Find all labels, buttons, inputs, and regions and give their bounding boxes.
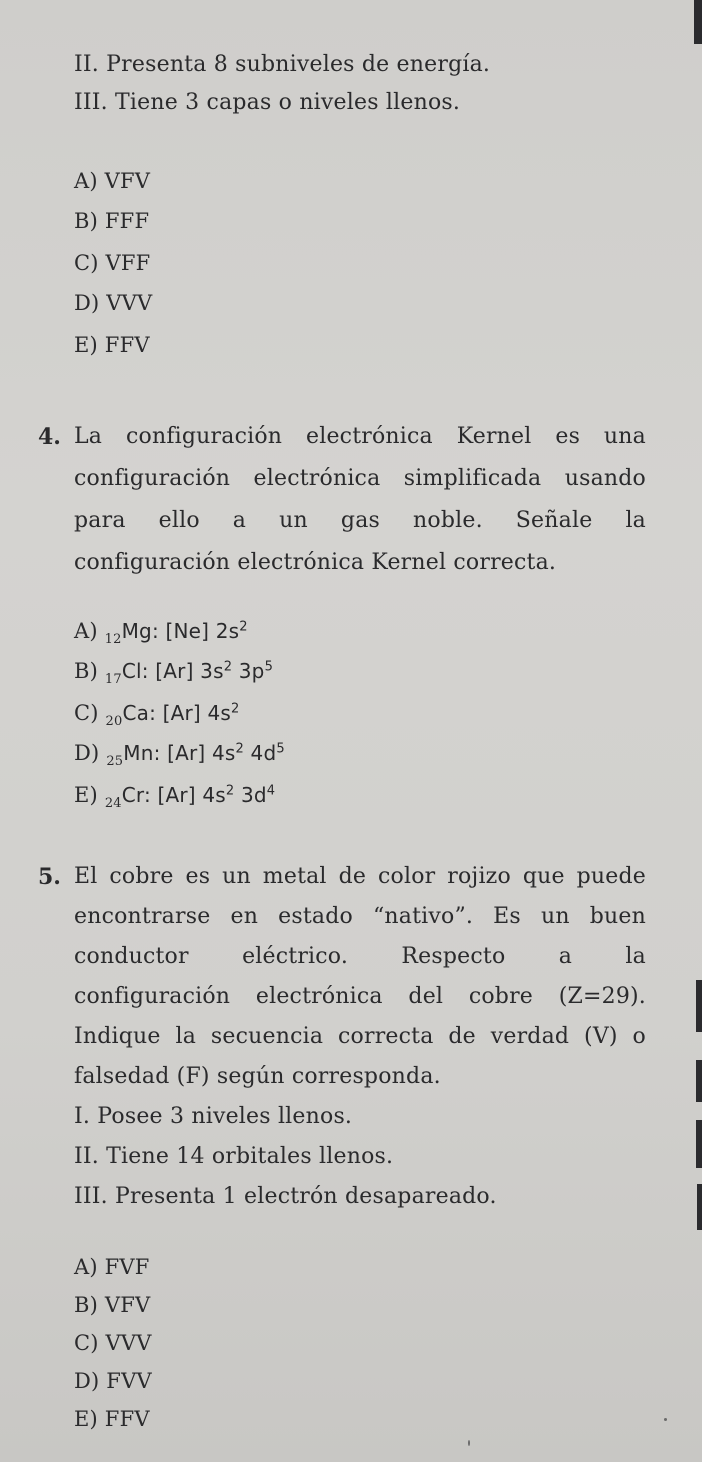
noble-gas-core: [Ar] [162,701,208,725]
valence-config: $3s^2$ $3p^5$ [200,659,274,683]
q3-statement-ii: II. Presenta 8 subniveles de energía. [74,52,491,77]
q4-option-c[interactable] [74,698,240,728]
q5-text-line: El cobre es un metal de color rojizo que puede [74,864,646,889]
page-edge-mark [696,1060,702,1102]
option-letter: C) [74,701,106,725]
element-symbol: Mn: [123,741,168,765]
q5-statement-iii: III. Presenta 1 electrón desapareado. [74,1184,497,1209]
q3-option-c[interactable]: C) VFF [74,251,151,275]
element-symbol: Cl: [121,659,156,683]
page-edge-mark [696,1120,702,1168]
q3-statement-iii: III. Tiene 3 capas o niveles llenos. [74,90,461,115]
q3-option-b[interactable]: B) FFF [74,209,150,233]
page-edge-mark [696,980,702,1032]
q4-option-b[interactable] [74,656,273,686]
atomic-number: 20 [105,714,123,730]
atomic-number: 24 [104,796,122,812]
q3-option-e[interactable]: E) FFV [74,333,150,357]
noble-gas-core: [Ar] [157,783,203,807]
q5-statement-ii: II. Tiene 14 orbitales llenos. [74,1144,394,1169]
q3-option-a[interactable]: A) VFV [74,169,151,193]
noble-gas-core: [Ar] [155,659,201,683]
q4-number: 4. [38,424,61,450]
q5-text-line: Indique la secuencia correcta de verdad (V) o [74,1024,646,1049]
atomic-number: 17 [104,672,122,688]
element-symbol: Mg: [121,619,166,643]
q4-text-line: para ello a un gas noble. Señale la [74,508,646,533]
atomic-number: 25 [106,754,124,770]
q4-option-e[interactable] [74,780,275,810]
valence-config: $4s^2$ $4d^5$ [211,741,285,765]
page-speck [664,1418,667,1421]
option-letter: A) [74,619,105,643]
element-symbol: Cr: [121,783,158,807]
option-letter: B) [74,659,105,683]
q4-text-line: La configuración electrónica Kernel es una [74,424,646,449]
q4-text-line: configuración electrónica simplificada usando [74,466,646,491]
valence-config: $4s^2$ [207,701,240,725]
q5-option-e[interactable]: E) FFV [74,1407,150,1431]
element-symbol: Ca: [122,701,163,725]
q5-option-d[interactable]: D) FVV [74,1369,152,1393]
noble-gas-core: [Ne] [165,619,216,643]
q5-statement-i: I. Posee 3 niveles llenos. [74,1104,353,1129]
page-speck [468,1440,470,1446]
q4-text-line: configuración electrónica Kernel correcta. [74,550,557,575]
page-edge-mark [697,1184,702,1230]
q4-option-a[interactable] [74,616,248,646]
option-letter: E) [74,783,105,807]
q5-option-b[interactable]: B) VFV [74,1293,151,1317]
q5-text-line: encontrarse en estado “nativo”. Es un buen [74,904,646,929]
valence-config: $2s^2$ [215,619,248,643]
noble-gas-core: [Ar] [167,741,212,765]
q5-option-a[interactable]: A) FVF [74,1255,150,1279]
q5-option-c[interactable]: C) VVV [74,1331,152,1355]
q5-text-line: falsedad (F) según corresponda. [74,1064,441,1089]
option-letter: D) [74,741,107,765]
q4-option-d[interactable] [74,738,285,768]
q3-option-d[interactable]: D) VVV [74,291,153,315]
q5-text-line: configuración electrónica del cobre (Z=29). [74,984,646,1009]
page-edge-mark [694,0,702,44]
atomic-number: 12 [104,632,122,648]
q5-text-line: conductor eléctrico. Respecto a la [74,944,646,969]
q5-number: 5. [38,864,61,890]
valence-config: $4s^2$ $3d^4$ [202,783,276,807]
